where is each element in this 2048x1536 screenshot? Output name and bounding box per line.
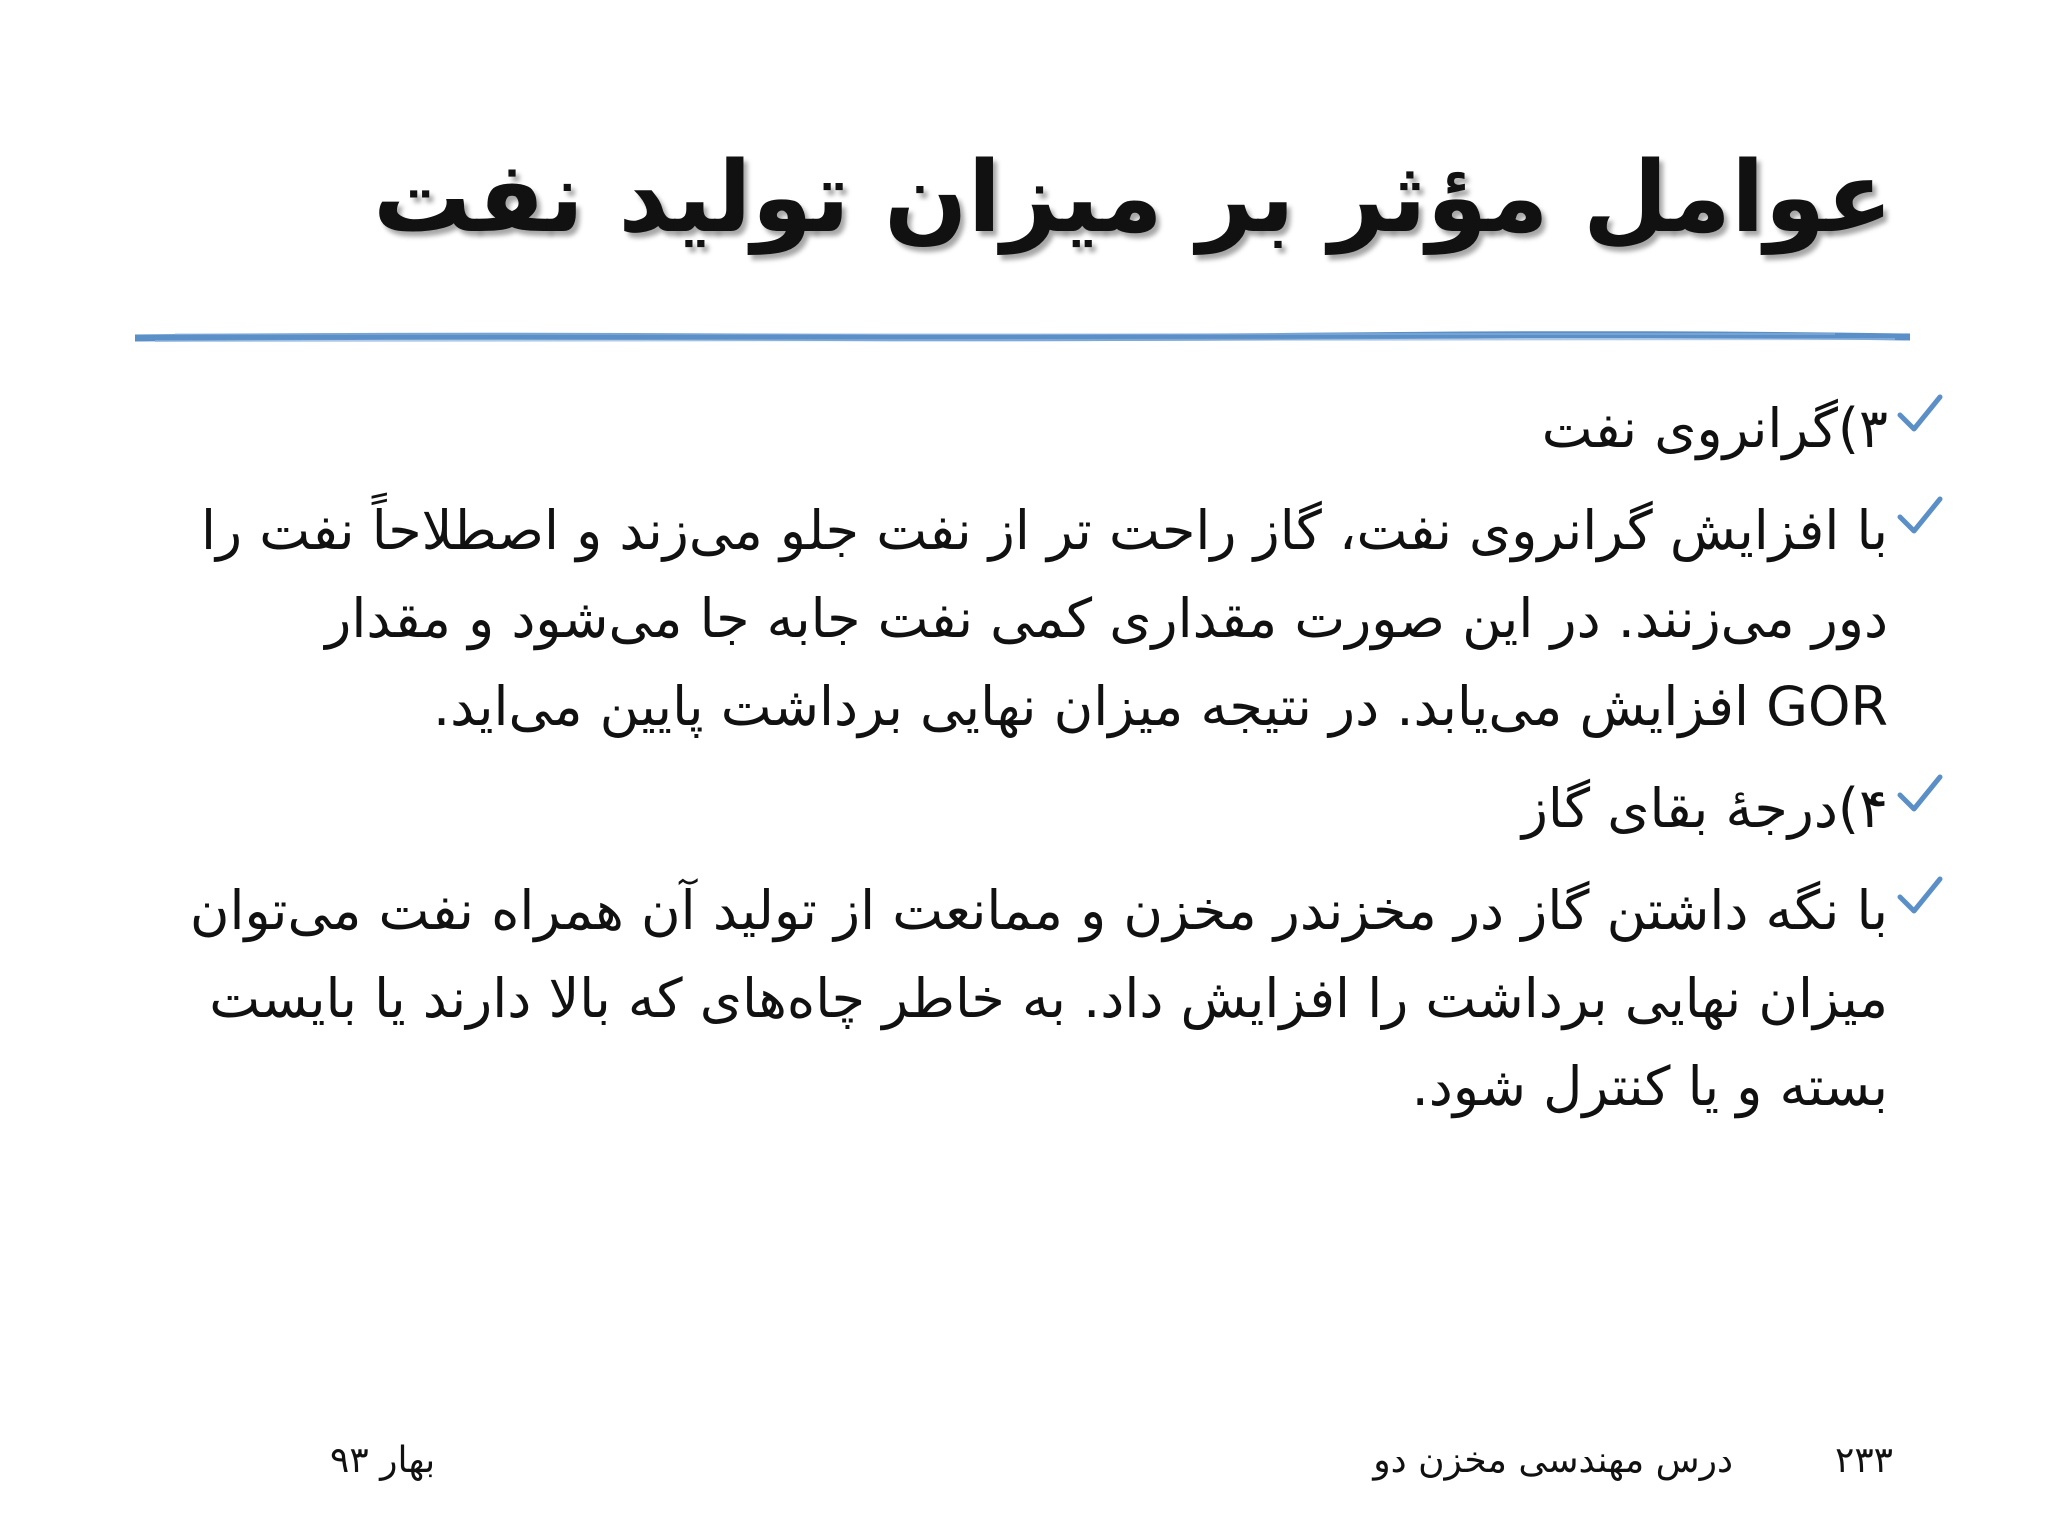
checkmark-icon (1894, 767, 1946, 819)
checkmark-icon (1894, 869, 1946, 921)
term-label: بهار ۹۳ (330, 1440, 436, 1481)
bullet-item (188, 867, 1888, 1131)
course-name: درس مهندسی مخزن دو (1373, 1440, 1733, 1481)
bullet-item (188, 765, 1888, 853)
bullet-text: با نگه داشتن گاز در مخزندر مخزن و ممانعت از تولید آن همراه نفت می‌توان میزان نهایی برداشت را افزایش داد. به خاطر چاه‌های که بالا دارند یا بایست بسته و یا کنترل شود. (189, 879, 1888, 1118)
title-divider (135, 330, 1910, 346)
bullet-list (188, 385, 1888, 1145)
bullet-text: ۳)گرانروی نفت (1541, 397, 1888, 460)
bullet-text: ۴)درجۀ بقای گاز (1521, 777, 1888, 840)
slide-title: عوامل مؤثر بر میزان تولید نفت (373, 141, 1893, 255)
page-number: ۲۳۳ (1834, 1440, 1893, 1481)
bullet-text: با افزایش گرانروی نفت، گاز راحت تر از نفت جلو می‌زند و اصطلاحاً نفت را دور می‌زنند. در این صورت مقداری کمی نفت جابه جا می‌شود و مقدار GOR افزایش می‌یابد. در نتیجه میزان نهایی برداشت پایین می‌اید. (200, 499, 1888, 738)
checkmark-icon (1894, 489, 1946, 541)
checkmark-icon (1894, 387, 1946, 439)
bullet-item (188, 385, 1888, 473)
bullet-item (188, 487, 1888, 751)
